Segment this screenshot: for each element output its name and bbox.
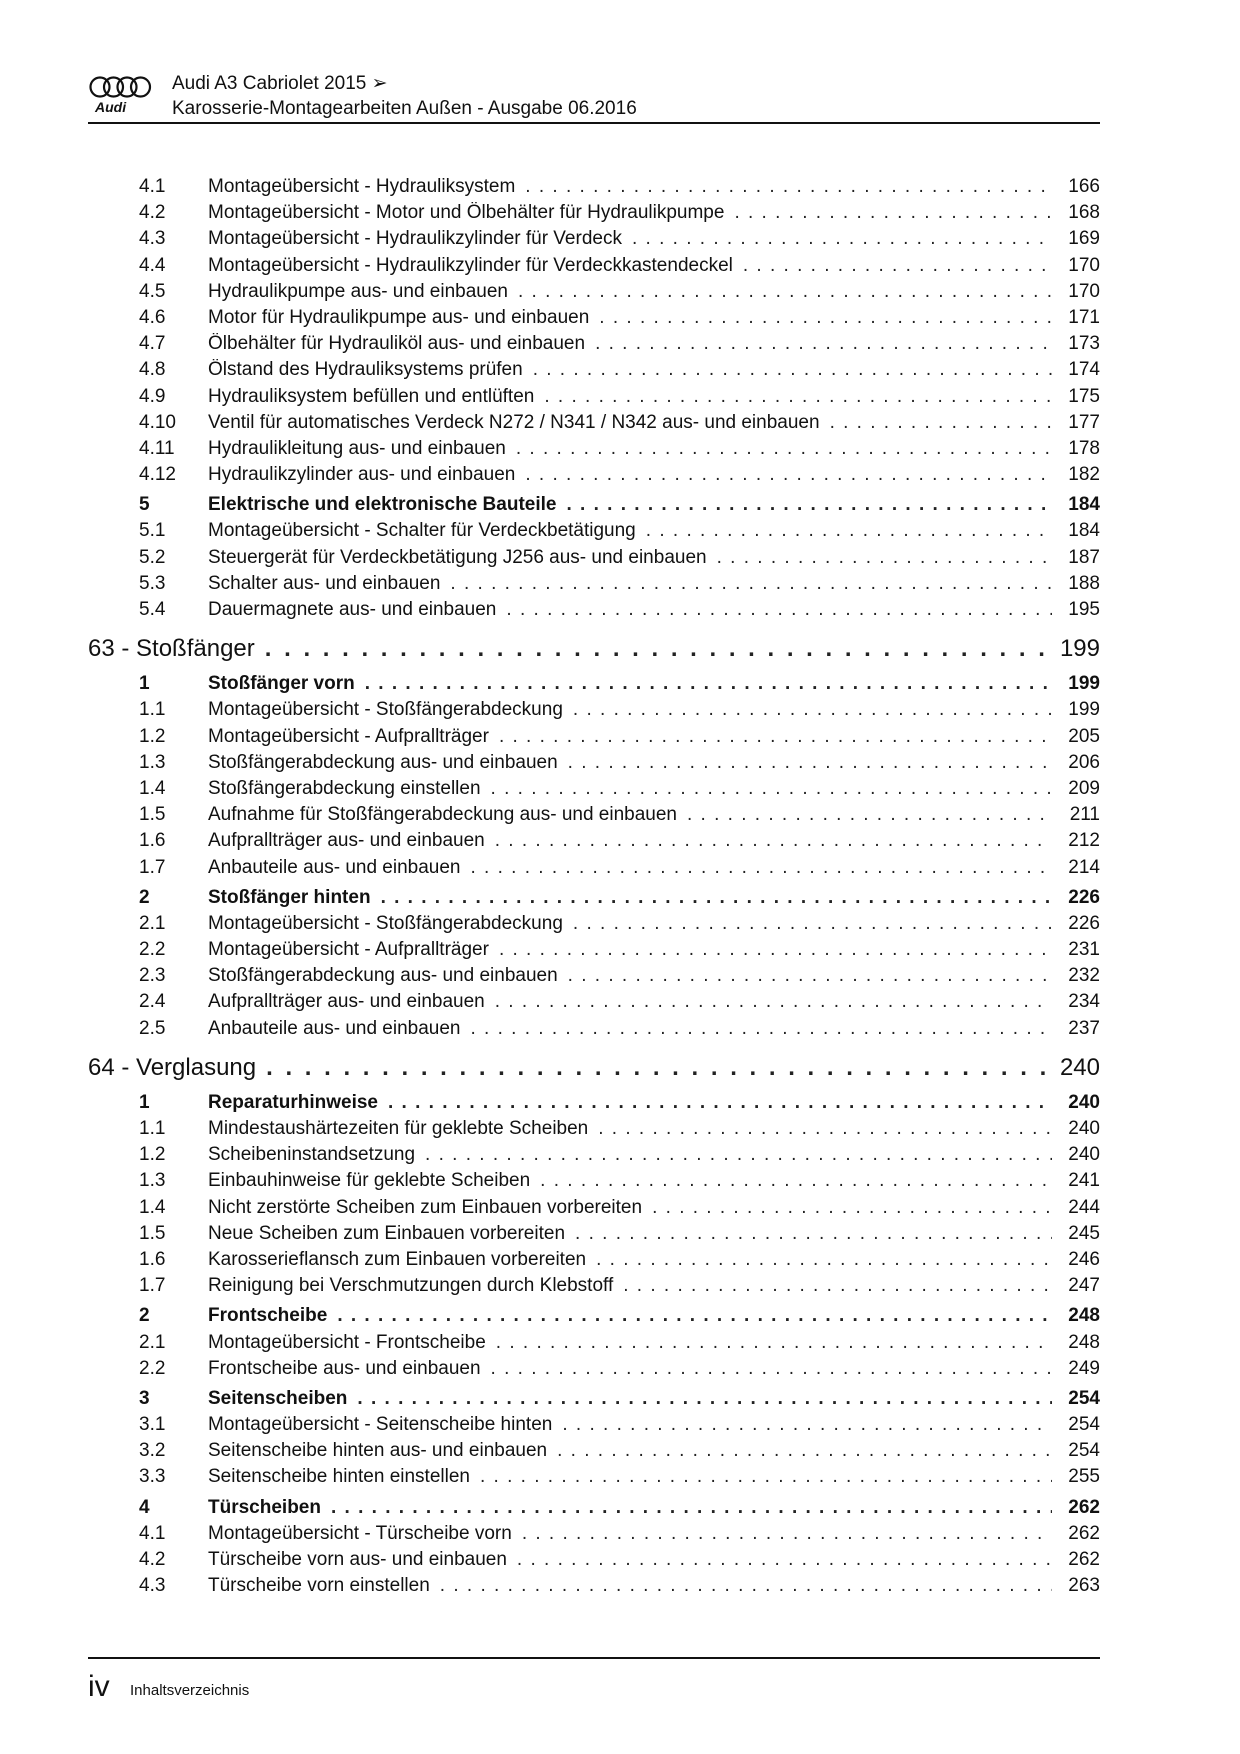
toc-page-number: 199 [1052,699,1100,721]
toc-entry[interactable] [88,857,1100,883]
toc-leader-dots [337,1305,1052,1327]
toc-number: 4.4 [139,254,166,276]
toc-entry[interactable] [88,726,1100,752]
toc-entry[interactable] [88,333,1100,359]
toc-leader-dots [495,830,1052,852]
toc-number: 4.8 [139,359,166,381]
toc-entry[interactable] [88,1440,1100,1466]
toc-page-number: 263 [1052,1575,1100,1597]
toc-title: Montageübersicht - Stoßfängerabdeckung [208,699,573,721]
toc-number: 1.2 [139,1144,166,1166]
toc-number: 1 [139,1091,150,1113]
toc-page-number: 175 [1052,386,1100,408]
toc-leader-dots [506,599,1052,621]
toc-number: 3.1 [139,1414,166,1436]
toc-number: 1.1 [139,1118,166,1139]
toc-entry[interactable] [88,1170,1100,1196]
toc-entry[interactable] [88,228,1100,254]
toc-page-number: 249 [1052,1358,1100,1380]
toc-leader-dots [830,412,1052,434]
footer-label: Inhaltsverzeichnis [130,1682,250,1699]
toc-number: 2 [139,886,150,908]
toc-entry[interactable] [88,1523,1100,1549]
toc-page-number: 209 [1052,778,1100,800]
toc-title: Montageübersicht - Hydrauliksystem [208,176,525,198]
toc-leader-dots [596,1249,1052,1271]
toc-entry[interactable] [88,1118,1100,1144]
header-divider [88,122,1100,124]
toc-entry[interactable] [88,1223,1100,1249]
toc-page-number: 241 [1052,1170,1100,1192]
toc-number: 1.7 [139,856,166,878]
toc-title: 63 - Stoßfänger [88,635,265,663]
toc-title: Schalter aus- und einbauen [208,573,450,595]
toc-page-number: 170 [1052,255,1100,277]
toc-entry[interactable] [88,464,1100,490]
toc-section[interactable] [88,494,1100,520]
toc-number: 5.2 [139,546,166,568]
toc-entry[interactable] [88,438,1100,464]
toc-number: 2.5 [139,1017,166,1039]
toc-entry[interactable] [88,991,1100,1017]
toc-number: 2.1 [139,912,166,934]
toc-number: 1.6 [139,1248,166,1270]
toc-title: Ölbehälter für Hydrauliköl aus- und einbauen [208,333,595,355]
footer-page-number: iv [88,1670,110,1703]
toc-title: Hydraulikleitung aus- und einbauen [208,438,516,460]
toc-leader-dots [568,965,1052,987]
toc-section[interactable] [88,1305,1100,1331]
toc-leader-dots [533,359,1052,381]
toc-page-number: 262 [1052,1497,1100,1519]
toc-title: Montageübersicht - Aufprallträger [208,726,499,748]
toc-page-number: 178 [1052,438,1100,460]
toc-leader-dots [687,804,1052,826]
toc-entry[interactable] [88,547,1100,573]
toc-title: 64 - Verglasung [88,1054,266,1082]
toc-entry[interactable] [88,307,1100,333]
toc-page-number: 226 [1052,913,1100,935]
toc-leader-dots [540,1170,1052,1192]
toc-leader-dots [522,1523,1052,1545]
footer-divider [88,1657,1100,1659]
toc-page-number: 212 [1052,830,1100,852]
toc-title: Frontscheibe aus- und einbauen [208,1358,491,1380]
toc-page-number: 255 [1052,1466,1100,1488]
toc-title: Montageübersicht - Schalter für Verdeckbetätigung [208,520,646,542]
toc-leader-dots [743,255,1052,277]
toc-title: Türscheibe vorn aus- und einbauen [208,1549,517,1571]
toc-page-number: 188 [1052,573,1100,595]
toc-entry[interactable] [88,573,1100,599]
toc-leader-dots [491,1358,1052,1380]
toc-entry[interactable] [88,1144,1100,1170]
toc-leader-dots [717,547,1052,569]
toc-leader-dots [525,176,1052,198]
toc-title: Türscheiben [208,1497,331,1519]
toc-title: Montageübersicht - Türscheibe vorn [208,1523,522,1545]
toc-entry[interactable] [88,1549,1100,1575]
toc-number: 3 [139,1387,150,1409]
toc-section[interactable] [88,1092,1100,1118]
toc-number: 4.3 [139,1575,166,1597]
toc-number: 1.4 [139,777,166,799]
toc-leader-dots [595,333,1052,355]
toc-entry[interactable] [88,520,1100,546]
toc-entry[interactable] [88,830,1100,856]
toc-page-number: 254 [1052,1388,1100,1410]
toc-number: 3.3 [139,1466,166,1488]
toc-entry[interactable] [88,752,1100,778]
toc-entry[interactable] [88,965,1100,991]
toc-leader-dots [388,1092,1052,1114]
toc-title: Nicht zerstörte Scheiben zum Einbauen vorbereiten [208,1197,652,1219]
toc-page-number: 231 [1052,939,1100,961]
toc-title: Stoßfänger vorn [208,673,365,695]
toc-entry[interactable] [88,202,1100,228]
toc-entry[interactable] [88,386,1100,412]
toc-page-number: 254 [1052,1414,1100,1436]
toc-number: 4.6 [139,306,166,328]
toc-title: Montageübersicht - Hydraulikzylinder für Verdeckkastendeckel [208,255,743,277]
toc-leader-dots [734,202,1052,224]
toc-entry[interactable] [88,599,1100,625]
toc-number: 2.4 [139,991,166,1013]
toc-title: Hydraulikzylinder aus- und einbauen [208,464,525,486]
toc-number: 5 [139,494,150,516]
toc-number: 1.3 [139,751,166,773]
toc-leader-dots [499,726,1052,748]
toc-leader-dots [495,991,1052,1013]
toc-page-number: 195 [1052,599,1100,621]
toc-number: 2.2 [139,939,166,961]
toc-number: 2 [139,1305,150,1327]
toc-entry[interactable] [88,1018,1100,1044]
toc-number: 4.11 [139,437,175,459]
toc-title: Einbauhinweise für geklebte Scheiben [208,1170,540,1192]
toc-title: Montageübersicht - Frontscheibe [208,1332,496,1354]
toc-number: 3.2 [139,1440,166,1462]
toc-number: 1.1 [139,699,166,721]
toc-leader-dots [357,1388,1052,1410]
toc-title: Hydrauliksystem befüllen und entlüften [208,386,544,408]
toc-section[interactable] [88,1388,1100,1414]
toc-title: Karosserieflansch zum Einbauen vorbereiten [208,1249,596,1271]
toc-leader-dots [623,1275,1052,1297]
toc-entry[interactable] [88,1332,1100,1358]
toc-page-number: 234 [1052,991,1100,1013]
toc-page-number: 184 [1052,520,1100,542]
toc-leader-dots [557,1440,1052,1462]
toc-title: Montageübersicht - Aufprallträger [208,939,499,961]
toc-leader-dots [652,1197,1052,1219]
toc-leader-dots [266,1054,1050,1082]
toc-chapter[interactable] [88,1054,1100,1088]
toc-page-number: 232 [1052,965,1100,987]
toc-title: Stoßfängerabdeckung einstellen [208,778,491,800]
toc-leader-dots [517,1549,1052,1571]
toc-title: Reinigung bei Verschmutzungen durch Klebstoff [208,1275,623,1297]
toc-title: Aufnahme für Stoßfängerabdeckung aus- und einbauen [208,804,687,826]
toc-leader-dots [566,494,1052,516]
toc-page-number: 171 [1052,307,1100,329]
toc-section[interactable] [88,1497,1100,1523]
toc-leader-dots [544,386,1052,408]
toc-page-number: 184 [1052,494,1100,516]
toc-entry[interactable] [88,778,1100,804]
toc-title: Aufprallträger aus- und einbauen [208,991,495,1013]
toc-page-number: 240 [1052,1118,1100,1140]
toc-leader-dots [575,1223,1052,1245]
toc-title: Hydraulikpumpe aus- und einbauen [208,281,518,303]
toc-title: Elektrische und elektronische Bauteile [208,494,566,516]
toc-entry[interactable] [88,1197,1100,1223]
toc-page-number: 211 [1052,804,1100,826]
toc-number: 1.7 [139,1275,166,1297]
toc-page-number: 168 [1052,202,1100,224]
toc-entry[interactable] [88,1249,1100,1275]
toc-entry[interactable] [88,281,1100,307]
toc-page-number: 240 [1052,1144,1100,1166]
toc-page-number: 170 [1052,281,1100,303]
toc-page-number: 169 [1052,228,1100,250]
toc-page-number: 246 [1052,1249,1100,1271]
toc-page-number: 226 [1052,887,1100,909]
toc-page-number: 245 [1052,1223,1100,1245]
toc-leader-dots [646,520,1052,542]
header-model-line: Audi A3 Cabriolet 2015 ➢ [172,73,388,94]
toc-title: Reparaturhinweise [208,1092,388,1114]
toc-leader-dots [265,635,1050,663]
toc-entry[interactable] [88,359,1100,385]
toc-leader-dots [568,752,1052,774]
toc-entry[interactable] [88,1575,1100,1601]
toc-number: 4 [139,1496,150,1518]
toc-title: Neue Scheiben zum Einbauen vorbereiten [208,1223,575,1245]
toc-title: Stoßfänger hinten [208,887,381,909]
toc-page-number: 248 [1052,1305,1100,1327]
toc-page-number: 248 [1052,1332,1100,1354]
toc-section[interactable] [88,673,1100,699]
toc-title: Seitenscheibe hinten aus- und einbauen [208,1440,557,1462]
toc-leader-dots [573,913,1052,935]
toc-page-number: 214 [1052,857,1100,879]
toc-number: 1 [139,673,150,695]
toc-chapter[interactable] [88,635,1100,669]
toc-title: Montageübersicht - Stoßfängerabdeckung [208,913,573,935]
toc-title: Anbauteile aus- und einbauen [208,857,470,879]
toc-number: 4.2 [139,202,166,224]
toc-number: 4.3 [139,228,166,250]
toc-title: Seitenscheiben [208,1388,357,1410]
toc-number: 1.3 [139,1170,166,1192]
toc-number: 4.12 [139,464,176,486]
toc-leader-dots [496,1332,1052,1354]
toc-page-number: 177 [1052,412,1100,434]
toc-title: Montageübersicht - Hydraulikzylinder für Verdeck [208,228,632,250]
toc-title: Motor für Hydraulikpumpe aus- und einbauen [208,307,599,329]
toc-page-number: 244 [1052,1197,1100,1219]
toc-leader-dots [381,887,1052,909]
toc-title: Dauermagnete aus- und einbauen [208,599,506,621]
toc-title: Frontscheibe [208,1305,337,1327]
toc-entry[interactable] [88,412,1100,438]
toc-number: 4.2 [139,1549,166,1570]
toc-leader-dots [598,1118,1052,1140]
toc-leader-dots [480,1466,1052,1488]
toc-entry[interactable] [88,699,1100,725]
toc-page-number: 205 [1052,726,1100,748]
toc-title: Montageübersicht - Seitenscheibe hinten [208,1414,562,1436]
toc-number: 2.3 [139,965,166,987]
toc-number: 4.10 [139,411,176,433]
svg-text:Audi: Audi [95,99,127,115]
toc-title: Montageübersicht - Motor und Ölbehälter für Hydraulikpumpe [208,202,734,224]
audi-logo [88,74,152,116]
toc-page-number: 262 [1052,1549,1100,1571]
toc-page-number: 247 [1052,1275,1100,1297]
toc-title: Mindestaushärtezeiten für geklebte Scheiben [208,1118,598,1140]
toc-page-number: 182 [1052,464,1100,486]
toc-page-number: 206 [1052,752,1100,774]
toc-number: 2.2 [139,1357,166,1379]
toc-leader-dots [450,573,1052,595]
toc-entry[interactable] [88,913,1100,939]
toc-leader-dots [491,778,1052,800]
header-subtitle: Karosserie-Montagearbeiten Außen - Ausgabe 06.2016 [172,98,637,119]
toc-entry[interactable] [88,176,1100,202]
toc-leader-dots [516,438,1052,460]
toc-entry[interactable] [88,1466,1100,1492]
toc-number: 4.1 [139,176,166,197]
toc-number: 5.1 [139,520,166,542]
toc-number: 1.4 [139,1196,166,1218]
toc-page-number: 199 [1050,635,1100,663]
toc-page-number: 173 [1052,333,1100,355]
toc-leader-dots [518,281,1052,303]
toc-page-number: 240 [1052,1092,1100,1114]
toc-leader-dots [599,307,1052,329]
toc-leader-dots [499,939,1052,961]
toc-page-number: 187 [1052,547,1100,569]
toc-page-number: 254 [1052,1440,1100,1462]
toc-leader-dots [470,1018,1052,1040]
toc-leader-dots [440,1575,1052,1597]
toc-page-number: 199 [1052,673,1100,695]
toc-title: Steuergerät für Verdeckbetätigung J256 aus- und einbauen [208,547,717,569]
toc-entry[interactable] [88,1414,1100,1440]
toc-entry[interactable] [88,939,1100,965]
toc-number: 5.4 [139,599,166,620]
toc-entry[interactable] [88,255,1100,281]
toc-leader-dots [525,464,1052,486]
toc-number: 4.9 [139,385,166,407]
toc-leader-dots [331,1497,1052,1519]
toc-section[interactable] [88,887,1100,913]
toc-leader-dots [365,673,1052,695]
toc-number: 1.2 [139,725,166,747]
toc-title: Ölstand des Hydrauliksystems prüfen [208,359,533,381]
toc-number: 4.5 [139,280,166,302]
toc-number: 1.5 [139,1222,166,1244]
toc-title: Seitenscheibe hinten einstellen [208,1466,480,1488]
toc-title: Anbauteile aus- und einbauen [208,1018,470,1040]
toc-number: 2.1 [139,1331,166,1353]
toc-title: Stoßfängerabdeckung aus- und einbauen [208,965,568,987]
toc-leader-dots [632,228,1052,250]
toc-title: Stoßfängerabdeckung aus- und einbauen [208,752,568,774]
toc-number: 4.7 [139,333,166,355]
toc-title: Ventil für automatisches Verdeck N272 / N341 / N342 aus- und einbauen [208,412,830,434]
toc-number: 4.1 [139,1522,166,1544]
toc-leader-dots [425,1144,1052,1166]
toc-page-number: 174 [1052,359,1100,381]
table-of-contents [88,176,1100,1601]
toc-number: 5.3 [139,572,166,594]
toc-page-number: 262 [1052,1523,1100,1545]
toc-title: Aufprallträger aus- und einbauen [208,830,495,852]
toc-page-number: 237 [1052,1018,1100,1040]
toc-number: 1.5 [139,804,166,826]
toc-entry[interactable] [88,1358,1100,1384]
toc-number: 1.6 [139,830,166,852]
toc-leader-dots [573,699,1052,721]
toc-leader-dots [470,857,1052,879]
toc-title: Türscheibe vorn einstellen [208,1575,440,1597]
toc-entry[interactable] [88,1275,1100,1301]
toc-leader-dots [562,1414,1052,1436]
toc-page-number: 166 [1052,176,1100,198]
page-header [88,70,1100,124]
toc-title: Scheibeninstandsetzung [208,1144,425,1166]
toc-entry[interactable] [88,804,1100,830]
toc-page-number: 240 [1050,1054,1100,1082]
